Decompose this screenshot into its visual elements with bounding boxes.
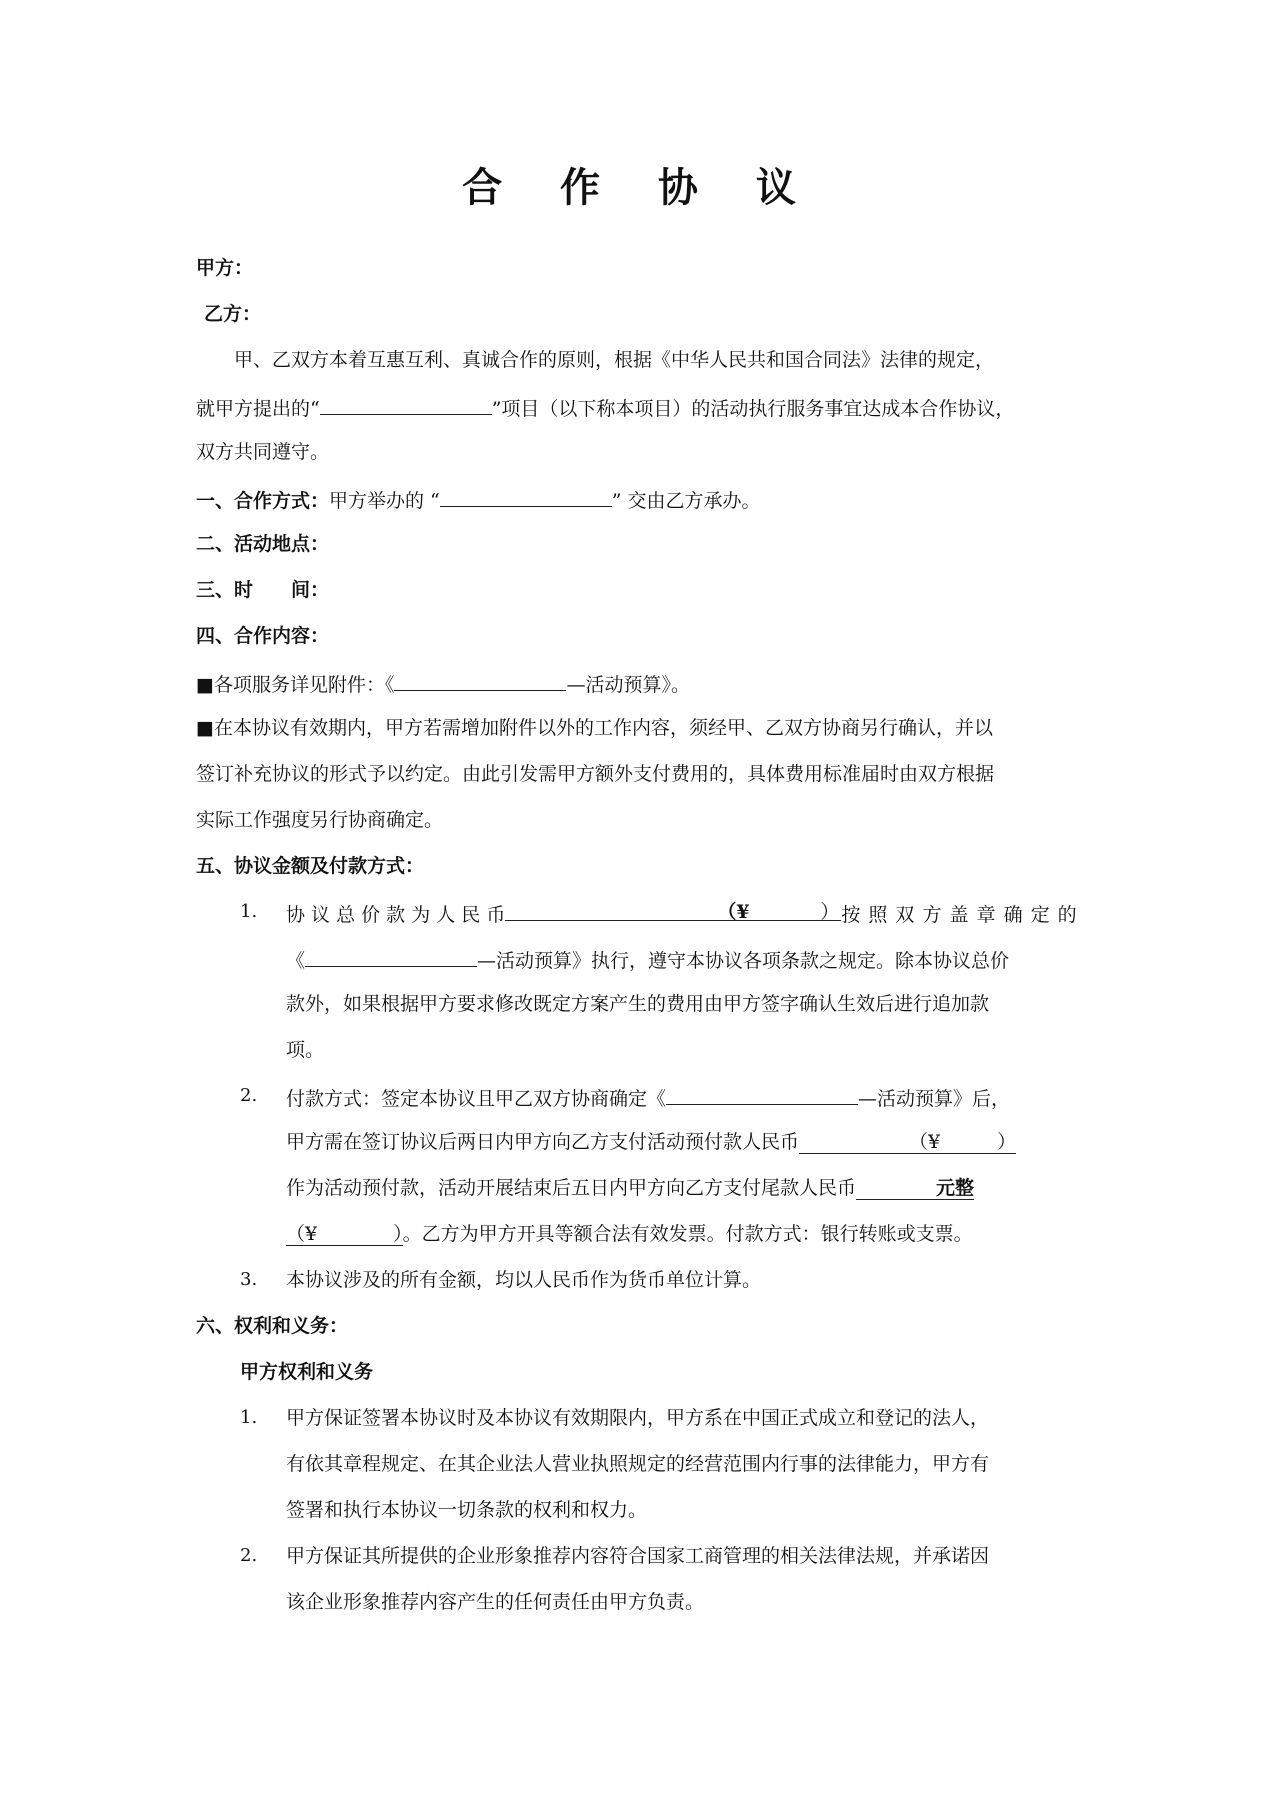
section-6-item-1-line-3: 签署和执行本协议一切条款的权利和权力。 <box>286 1499 648 1521</box>
event-name-blank[interactable] <box>440 484 612 507</box>
section-4-bullet-2-line-2: 签订补充协议的形式予以约定。由此引发需甲方额外支付费用的，具体费用标准届时由双方根据 <box>196 763 995 785</box>
bullet-text: ■各项服务详见附件：《 <box>196 674 395 696</box>
item-text: —活动预算》后， <box>858 1088 1011 1110</box>
section-5-item-1-line-4: 项。 <box>286 1039 325 1061</box>
section-6-subheading: 甲方权利和义务 <box>240 1361 374 1383</box>
yuan-symbol: （¥ <box>717 901 750 923</box>
section-6-item-1-line-1: 甲方保证签署本协议时及本协议有效期限内，甲方系在中国正式成立和登记的法人， <box>286 1407 990 1429</box>
item-text: 协 议 总 价 款 为 人 民 币 <box>286 904 506 926</box>
section-5-item-1-line-2 <box>286 944 1096 975</box>
section-6-label: 六、权利和义务： <box>196 1315 349 1337</box>
preamble-line-3: 双方共同遵守。 <box>196 441 330 463</box>
document-title: 合 作 协 议 <box>462 165 818 211</box>
item-number: 2. <box>240 1085 258 1106</box>
paren-close: ） <box>820 901 840 923</box>
section-1-label: 一、合作方式： <box>196 490 330 512</box>
section-5-item-3: 本协议涉及的所有金额，均以人民币作为货币单位计算。 <box>286 1269 762 1291</box>
section-5-item-2-line-4 <box>286 1220 1096 1248</box>
preamble-line-2 <box>196 392 1096 423</box>
item-text: 按 照 双 方 盖 章 确 定 的 <box>841 904 1078 926</box>
section-4-label: 四、合作内容： <box>196 625 330 647</box>
preamble-text: ”项目（以下称本项目）的活动执行服务事宜达成本合作协议， <box>491 398 1015 420</box>
section-6-item-2-line-1: 甲方保证其所提供的企业形象推荐内容符合国家工商管理的相关法律法规，并承诺因 <box>286 1545 990 1567</box>
item-text: 《 <box>286 950 306 972</box>
item-text: 付款方式：签定本协议且甲乙双方协商确定《 <box>286 1088 667 1110</box>
section-4-bullet-2-line-3: 实际工作强度另行协商确定。 <box>196 809 444 831</box>
preamble-text: 就甲方提出的“ <box>196 398 320 420</box>
final-payment-amount-blank[interactable]: 元整 <box>856 1177 974 1200</box>
section-5-item-1-line-1 <box>286 898 1096 929</box>
section-5-item-2-line-3 <box>286 1174 1096 1202</box>
prepayment-amount-blank[interactable]: （¥ ） <box>799 1131 1016 1154</box>
item-number: 1. <box>240 1407 258 1428</box>
section-5-label: 五、协议金额及付款方式： <box>196 855 425 877</box>
section-1-text: ” 交由乙方承办。 <box>611 490 761 512</box>
final-payment-yuan-blank[interactable]: （¥ ） <box>286 1223 403 1245</box>
budget-name-blank[interactable] <box>305 944 477 967</box>
preamble-line-1: 甲、乙双方本着互惠互利、真诚合作的原则，根据《中华人民共和国合同法》法律的规定， <box>234 349 995 371</box>
item-number: 3. <box>240 1269 258 1290</box>
section-1 <box>196 484 1096 515</box>
section-6-item-2-line-2: 该企业形象推荐内容产生的任何责任由甲方负责。 <box>286 1591 705 1613</box>
item-text: —活动预算》执行，遵守本协议各项条款之规定。除本协议总价 <box>477 950 1010 972</box>
item-text: 。乙方为甲方开具等额合法有效发票。付款方式：银行转账或支票。 <box>402 1223 973 1245</box>
item-text: 作为活动预付款，活动开展结束后五日内甲方向乙方支付尾款人民币 <box>286 1177 857 1199</box>
party-a-label: 甲方： <box>196 257 254 279</box>
section-2-label: 二、活动地点： <box>196 533 330 555</box>
item-number: 2. <box>240 1545 258 1566</box>
section-5-item-2-line-1 <box>286 1082 1096 1113</box>
item-number: 1. <box>240 901 258 922</box>
item-text: 甲方需在签订协议后两日内甲方向乙方支付活动预付款人民币 <box>286 1131 800 1153</box>
section-4-bullet-2-line-1: ■在本协议有效期内，甲方若需增加附件以外的工作内容，须经甲、乙双方协商另行确认，并以 <box>196 717 993 739</box>
party-b-label: 乙方： <box>204 303 262 325</box>
section-6-item-1-line-2: 有依其章程规定、在其企业法人营业执照规定的经营范围内行事的法律能力，甲方有 <box>286 1453 990 1475</box>
bullet-text: —活动预算》。 <box>566 674 690 696</box>
attachment-name-blank[interactable] <box>394 668 566 691</box>
section-3-label: 三、时 间： <box>196 579 330 601</box>
budget-name-blank[interactable] <box>666 1082 858 1105</box>
section-5-item-2-line-2 <box>286 1128 1096 1156</box>
total-amount-blank[interactable] <box>505 898 841 921</box>
section-5-item-1-line-3: 款外，如果根据甲方要求修改既定方案产生的费用由甲方签字确认生效后进行追加款 <box>286 993 990 1015</box>
section-1-text: 甲方举办的 “ <box>329 490 440 512</box>
section-4-bullet-1 <box>196 668 1096 699</box>
project-name-blank[interactable] <box>320 392 492 415</box>
